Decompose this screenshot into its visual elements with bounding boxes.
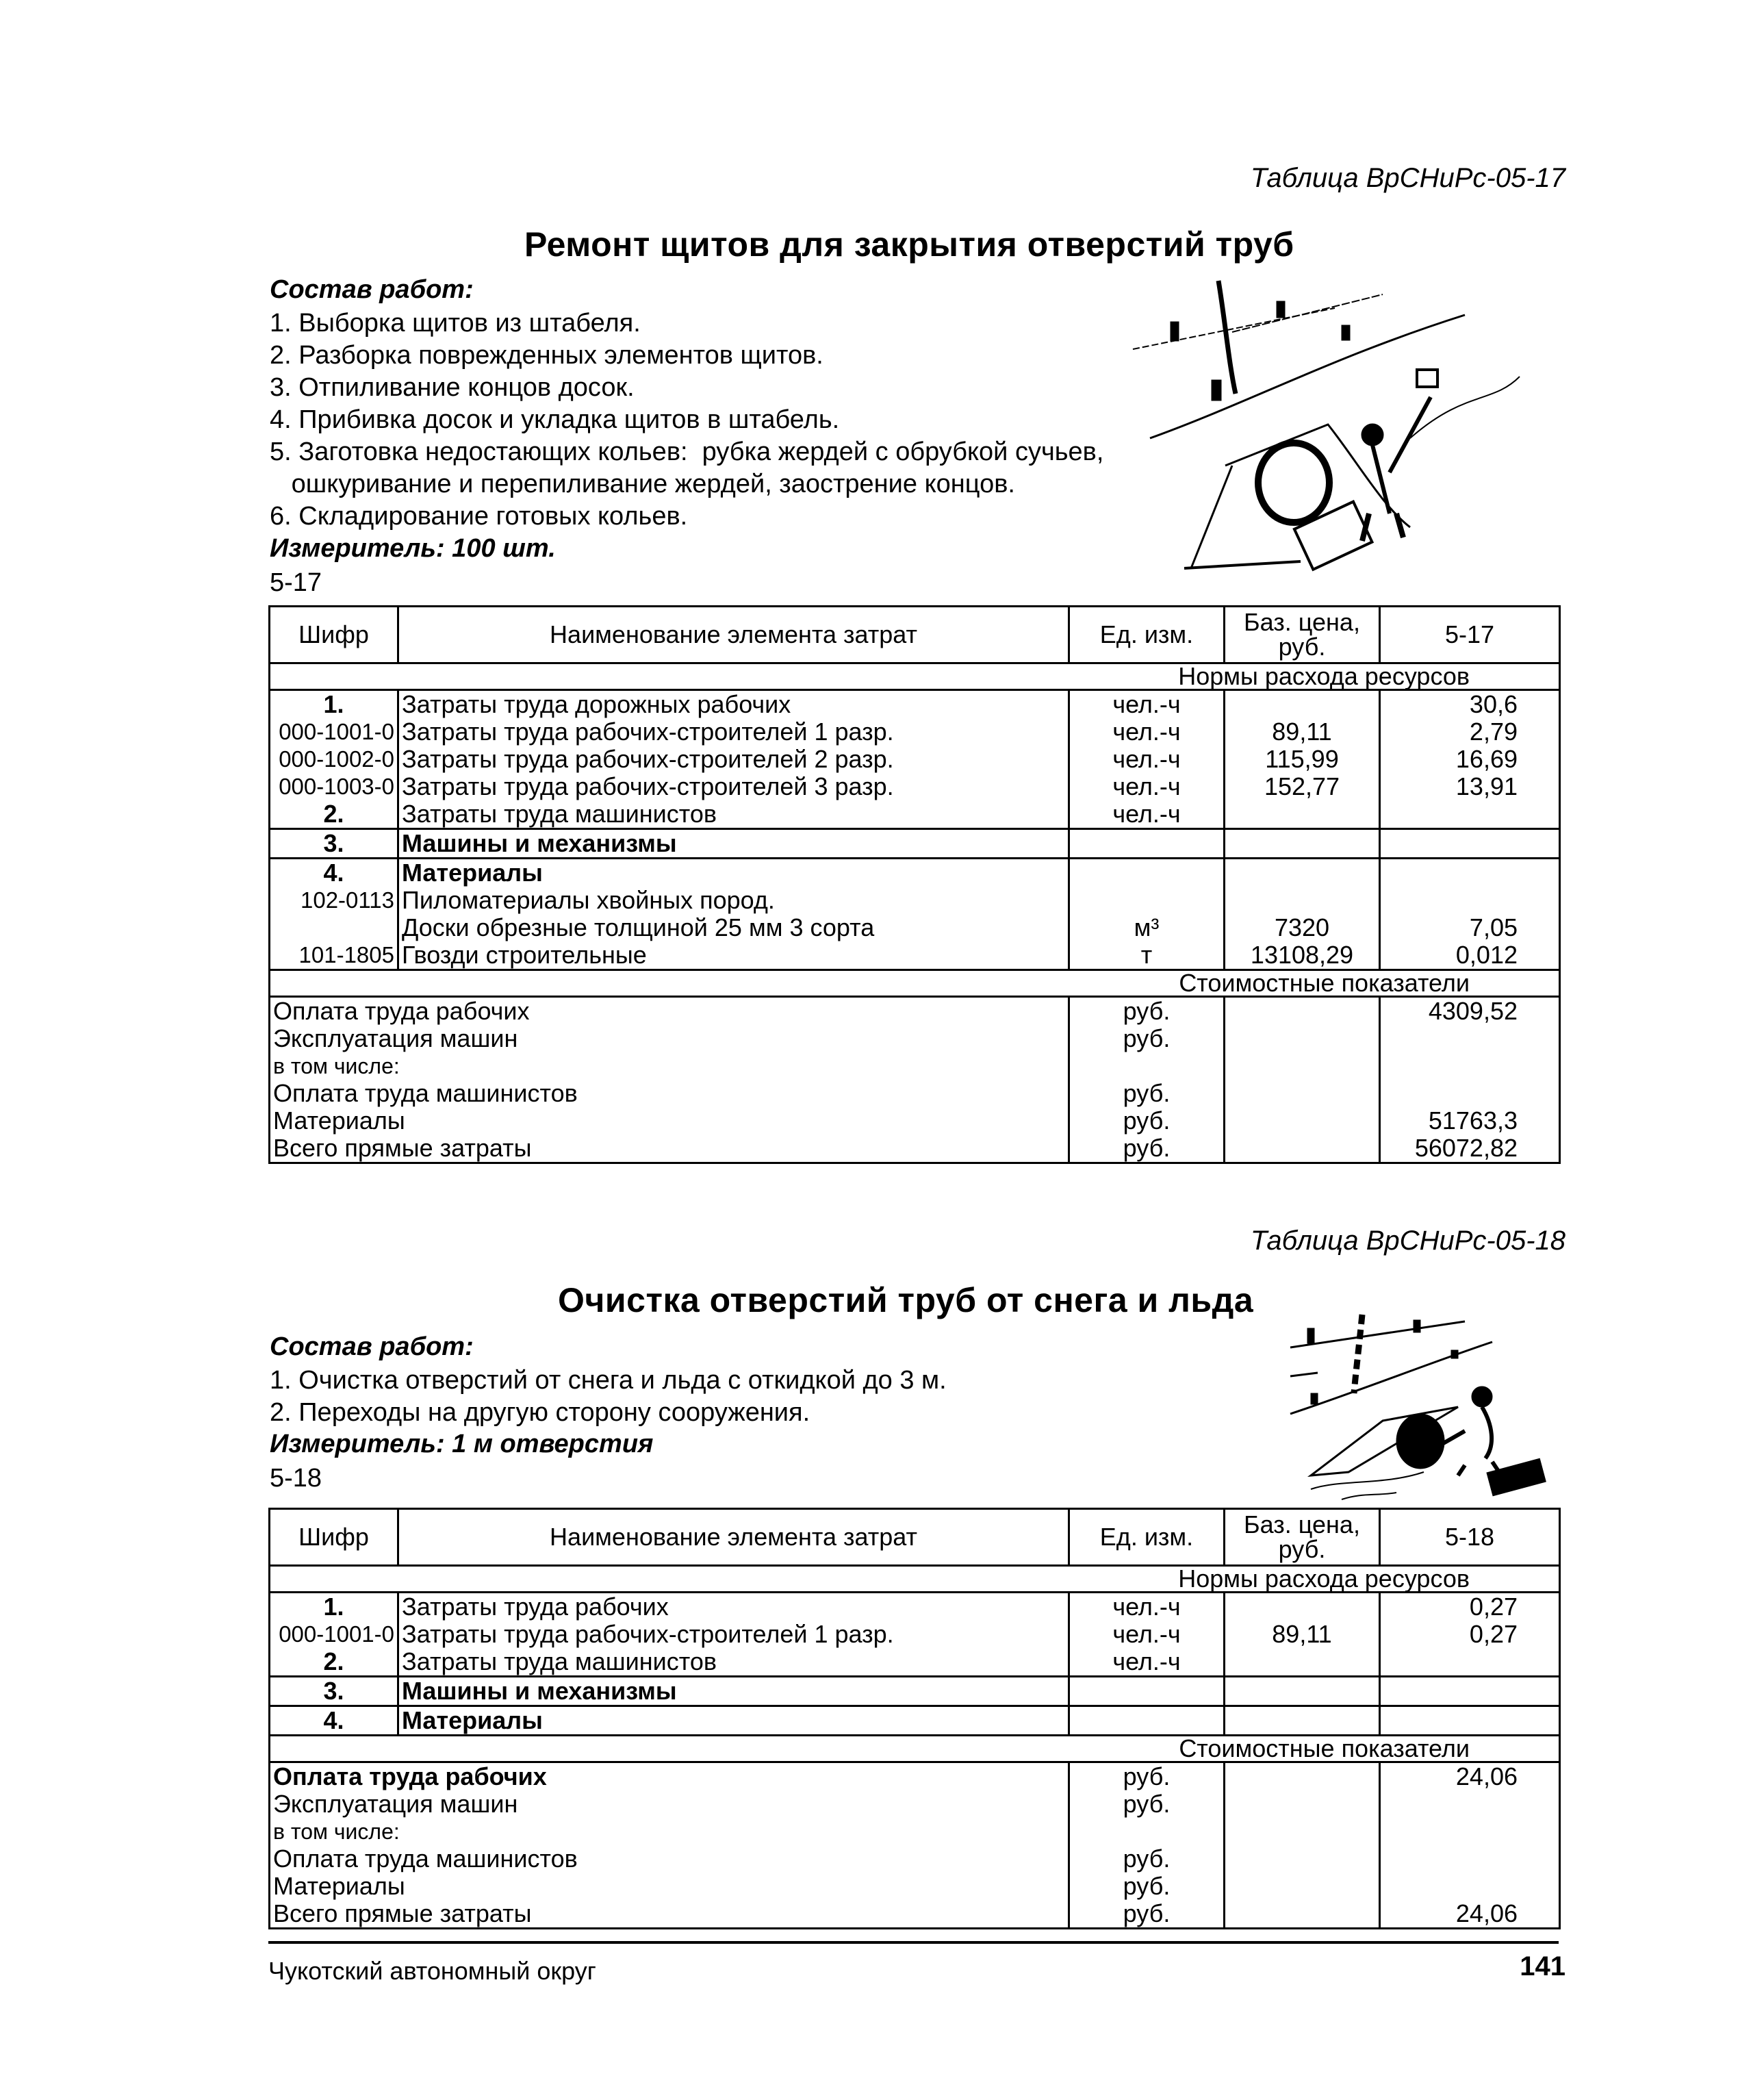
cell-value: 13,91 — [1380, 773, 1560, 800]
cost-row — [270, 1790, 1560, 1818]
cell-value: 0,27 — [1380, 1621, 1560, 1648]
cell-code: 000-1001-0 — [270, 718, 398, 746]
cost-unit: руб. — [1069, 1025, 1225, 1052]
cost-row — [270, 1845, 1560, 1873]
cost-value: 51763,3 — [1380, 1107, 1560, 1135]
footer-region: Чукотский автономный округ — [268, 1957, 596, 1985]
table-header-row — [270, 607, 1560, 663]
header-price: Баз. цена, руб. — [1225, 1509, 1380, 1566]
cell-unit: чел.-ч — [1069, 690, 1225, 719]
meter-label: Измеритель: 1 м отверстия — [270, 1430, 654, 1458]
cell-unit: чел.-ч — [1069, 800, 1225, 829]
table-row — [270, 1648, 1560, 1677]
cell-value: 2,79 — [1380, 718, 1560, 746]
cell-name: Затраты труда машинистов — [398, 800, 1069, 829]
cost-label: Оплата труда рабочих — [270, 997, 398, 1026]
header-code: Шифр — [270, 607, 398, 663]
cost-row — [270, 1900, 1560, 1929]
table-row — [270, 773, 1560, 800]
cost-price — [1225, 1080, 1380, 1107]
header-value: 5-17 — [1380, 607, 1560, 663]
cost-band-label: Стоимостные показатели — [270, 1736, 1560, 1762]
table-reference: Таблица ВрСНиРс-05-18 — [1250, 1226, 1565, 1256]
cell-name: Затраты труда рабочих-строителей 1 разр. — [398, 718, 1069, 746]
cost-row — [270, 1135, 1560, 1163]
cell-code: 4. — [270, 1706, 398, 1736]
composition-label: Состав работ: — [270, 275, 474, 304]
cost-label: Оплата труда рабочих — [270, 1762, 398, 1791]
table-row — [270, 859, 1560, 887]
cell-code — [270, 914, 398, 941]
cell-code: 000-1003-0 — [270, 773, 398, 800]
cost-label: в том числе: — [270, 1052, 398, 1080]
work-item: 6. Складирование готовых кольев. — [270, 502, 688, 531]
norm-code: 5-18 — [270, 1464, 322, 1493]
cost-value — [1380, 1845, 1560, 1873]
cost-row — [270, 1762, 1560, 1791]
work-list — [270, 307, 1103, 533]
cell-name: Пиломатериалы хвойных пород. — [398, 887, 1069, 914]
header-unit: Ед. изм. — [1069, 607, 1225, 663]
cell-value — [1380, 1677, 1560, 1706]
cost-spacer — [398, 1052, 1069, 1080]
cost-unit: руб. — [1069, 997, 1225, 1026]
cost-unit: руб. — [1069, 1900, 1225, 1929]
cost-unit: руб. — [1069, 1107, 1225, 1135]
cost-label: Эксплуатация машин — [270, 1790, 398, 1818]
work-list — [270, 1365, 947, 1429]
cell-price: 89,11 — [1225, 718, 1380, 746]
cell-code: 102-0113 — [270, 887, 398, 914]
cell-code: 101-1805 — [270, 941, 398, 970]
work-item: ошкуривание и перепиливание жердей, заострение концов. — [270, 470, 1015, 498]
cost-unit: руб. — [1069, 1080, 1225, 1107]
table-row — [270, 1621, 1560, 1648]
table-row — [270, 887, 1560, 914]
header-name: Наименование элемента затрат — [398, 607, 1069, 663]
cost-price — [1225, 1790, 1380, 1818]
table-row — [270, 718, 1560, 746]
cost-price — [1225, 1107, 1380, 1135]
cost-value — [1380, 1025, 1560, 1052]
worker-repairing-pipe-shield-illustration — [1109, 267, 1581, 589]
cost-price — [1225, 1845, 1380, 1873]
cost-row — [270, 1052, 1560, 1080]
cost-value — [1380, 1790, 1560, 1818]
norm-code: 5-17 — [270, 568, 322, 597]
table-row — [270, 800, 1560, 829]
cost-label: в том числе: — [270, 1818, 398, 1845]
cell-price — [1225, 800, 1380, 829]
cell-name: Материалы — [398, 1706, 1069, 1736]
work-item: 3. Отпиливание концов досок. — [270, 373, 635, 402]
cell-unit: чел.-ч — [1069, 773, 1225, 800]
cell-name: Затраты труда дорожных рабочих — [398, 690, 1069, 719]
cost-band-label: Стоимостные показатели — [270, 970, 1560, 997]
table-row — [270, 746, 1560, 773]
header-unit: Ед. изм. — [1069, 1509, 1225, 1566]
cell-price: 13108,29 — [1225, 941, 1380, 970]
cell-price — [1225, 887, 1380, 914]
cost-price — [1225, 1762, 1380, 1791]
cell-price — [1225, 1706, 1380, 1736]
table-header-row — [270, 1509, 1560, 1566]
cell-code: 3. — [270, 829, 398, 859]
work-item: 4. Прибивка досок и укладка щитов в штабель. — [270, 405, 840, 434]
cost-label: Всего прямые затраты — [270, 1900, 398, 1929]
table-row — [270, 829, 1560, 859]
cell-value: 30,6 — [1380, 690, 1560, 719]
table-row — [270, 1593, 1560, 1621]
cell-name: Затраты труда рабочих — [398, 1593, 1069, 1621]
cost-value: 24,06 — [1380, 1900, 1560, 1929]
section-title: Очистка отверстий труб от снега и льда — [558, 1281, 1254, 1319]
cell-code: 1. — [270, 1593, 398, 1621]
cell-price: 152,77 — [1225, 773, 1380, 800]
norms-band-label: Нормы расхода ресурсов — [270, 1566, 1560, 1593]
cost-row — [270, 1818, 1560, 1845]
cell-unit: чел.-ч — [1069, 1648, 1225, 1677]
work-item: 2. Переходы на другую сторону сооружения. — [270, 1398, 810, 1427]
cell-code: 000-1002-0 — [270, 746, 398, 773]
cost-value: 4309,52 — [1380, 997, 1560, 1026]
cell-name: Затраты труда машинистов — [398, 1648, 1069, 1677]
cell-unit: чел.-ч — [1069, 746, 1225, 773]
cost-label: Оплата труда машинистов — [270, 1845, 398, 1873]
cell-price — [1225, 1677, 1380, 1706]
cell-unit — [1069, 829, 1225, 859]
cell-price: 7320 — [1225, 914, 1380, 941]
cost-unit: руб. — [1069, 1790, 1225, 1818]
cost-spacer — [398, 1107, 1069, 1135]
cost-row — [270, 997, 1560, 1026]
cost-price — [1225, 1900, 1380, 1929]
cell-price — [1225, 1648, 1380, 1677]
cell-unit — [1069, 859, 1225, 887]
meter-label: Измеритель: 100 шт. — [270, 534, 556, 563]
cell-value — [1380, 887, 1560, 914]
norms-band-label: Нормы расхода ресурсов — [270, 663, 1560, 690]
footer-divider — [268, 1941, 1559, 1944]
worker-clearing-snow-from-pipe-illustration — [1260, 1287, 1554, 1506]
cost-spacer — [398, 1818, 1069, 1845]
cost-price — [1225, 1135, 1380, 1163]
cell-value — [1380, 1706, 1560, 1736]
cost-price — [1225, 997, 1380, 1026]
cost-label: Оплата труда машинистов — [270, 1080, 398, 1107]
cell-name: Затраты труда рабочих-строителей 2 разр. — [398, 746, 1069, 773]
cell-value: 0,27 — [1380, 1593, 1560, 1621]
cost-label: Эксплуатация машин — [270, 1025, 398, 1052]
cost-band-row — [270, 970, 1560, 997]
norms-band-row — [270, 1566, 1560, 1593]
cell-unit: т — [1069, 941, 1225, 970]
page-number: 141 — [1520, 1951, 1565, 1981]
cell-name: Затраты труда рабочих-строителей 3 разр. — [398, 773, 1069, 800]
cost-row — [270, 1025, 1560, 1052]
cost-value: 56072,82 — [1380, 1135, 1560, 1163]
cost-row — [270, 1873, 1560, 1900]
table-reference: Таблица ВрСНиРс-05-17 — [1250, 163, 1565, 193]
table-row — [270, 690, 1560, 719]
section-title: Ремонт щитов для закрытия отверстий труб — [524, 225, 1294, 264]
cell-code: 000-1001-0 — [270, 1621, 398, 1648]
cell-unit: чел.-ч — [1069, 718, 1225, 746]
cost-label: Материалы — [270, 1107, 398, 1135]
cell-name: Машины и механизмы — [398, 829, 1069, 859]
cell-name: Машины и механизмы — [398, 1677, 1069, 1706]
cost-unit — [1069, 1818, 1225, 1845]
cost-band-row — [270, 1736, 1560, 1762]
work-item: 1. Очистка отверстий от снега и льда с откидкой до 3 м. — [270, 1366, 947, 1395]
cell-code: 3. — [270, 1677, 398, 1706]
cell-name: Гвозди строительные — [398, 941, 1069, 970]
cost-unit: руб. — [1069, 1762, 1225, 1791]
cell-code: 4. — [270, 859, 398, 887]
cost-unit: руб. — [1069, 1873, 1225, 1900]
cell-unit: чел.-ч — [1069, 1621, 1225, 1648]
cost-label: Всего прямые затраты — [270, 1135, 398, 1163]
cost-label: Материалы — [270, 1873, 398, 1900]
cell-price — [1225, 690, 1380, 719]
cost-value — [1380, 1080, 1560, 1107]
cell-unit — [1069, 1706, 1225, 1736]
cell-unit: чел.-ч — [1069, 1593, 1225, 1621]
work-item: 1. Выборка щитов из штабеля. — [270, 309, 641, 338]
cost-value: 24,06 — [1380, 1762, 1560, 1791]
composition-label: Состав работ: — [270, 1332, 474, 1361]
cost-unit: руб. — [1069, 1845, 1225, 1873]
cost-price — [1225, 1025, 1380, 1052]
table-row — [270, 914, 1560, 941]
cell-unit — [1069, 1677, 1225, 1706]
cell-value — [1380, 1648, 1560, 1677]
header-code: Шифр — [270, 1509, 398, 1566]
cost-value — [1380, 1052, 1560, 1080]
table-row — [270, 1677, 1560, 1706]
cell-name: Затраты труда рабочих-строителей 1 разр. — [398, 1621, 1069, 1648]
cell-name: Материалы — [398, 859, 1069, 887]
cell-unit: м³ — [1069, 914, 1225, 941]
cost-price — [1225, 1052, 1380, 1080]
cost-row — [270, 1080, 1560, 1107]
resource-norms-table — [268, 605, 1561, 1164]
cell-name: Доски обрезные толщиной 25 мм 3 сорта — [398, 914, 1069, 941]
cell-price: 115,99 — [1225, 746, 1380, 773]
work-item: 2. Разборка поврежденных элементов щитов. — [270, 341, 823, 370]
cell-value — [1380, 800, 1560, 829]
cell-price — [1225, 829, 1380, 859]
cell-code: 2. — [270, 1648, 398, 1677]
table-row — [270, 1706, 1560, 1736]
cost-price — [1225, 1873, 1380, 1900]
cost-unit — [1069, 1052, 1225, 1080]
norms-band-row — [270, 663, 1560, 690]
work-item: 5. Заготовка недостающих кольев: рубка жердей с обрубкой сучьев, — [270, 438, 1104, 466]
cell-value: 7,05 — [1380, 914, 1560, 941]
cost-row — [270, 1107, 1560, 1135]
cell-code: 1. — [270, 690, 398, 719]
cell-code: 2. — [270, 800, 398, 829]
header-price: Баз. цена, руб. — [1225, 607, 1380, 663]
cost-value — [1380, 1873, 1560, 1900]
cell-value — [1380, 859, 1560, 887]
cell-price — [1225, 1593, 1380, 1621]
header-name: Наименование элемента затрат — [398, 1509, 1069, 1566]
cell-value — [1380, 829, 1560, 859]
resource-norms-table — [268, 1508, 1561, 1929]
cost-unit: руб. — [1069, 1135, 1225, 1163]
cost-spacer — [398, 1873, 1069, 1900]
cell-unit — [1069, 887, 1225, 914]
cell-price — [1225, 859, 1380, 887]
cost-value — [1380, 1818, 1560, 1845]
table-row — [270, 941, 1560, 970]
header-value: 5-18 — [1380, 1509, 1560, 1566]
cell-value: 0,012 — [1380, 941, 1560, 970]
cell-value: 16,69 — [1380, 746, 1560, 773]
cell-price: 89,11 — [1225, 1621, 1380, 1648]
cost-price — [1225, 1818, 1380, 1845]
